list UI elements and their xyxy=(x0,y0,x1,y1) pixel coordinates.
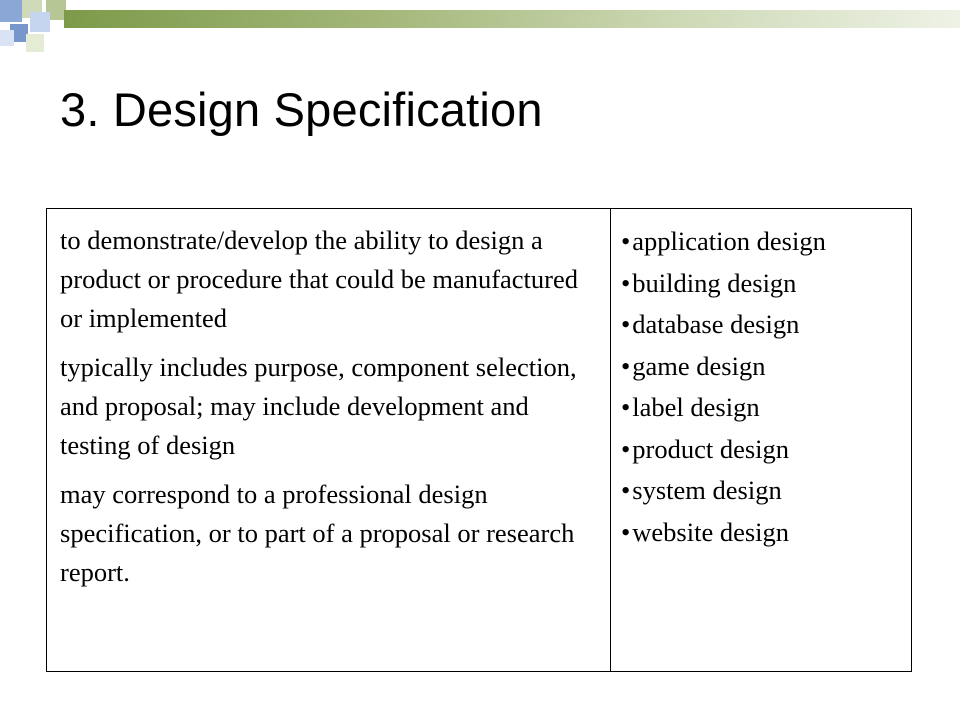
corner-square-light-1 xyxy=(0,30,14,46)
description-column xyxy=(47,209,611,671)
list-item: • building design xyxy=(621,263,903,305)
description-paragraph: to demonstrate/develop the ability to design a product or procedure that could be manufactured or implemented xyxy=(60,225,579,333)
description-paragraph: typically includes purpose, component selection, and proposal; may include development and testing of design xyxy=(60,352,577,460)
list-item: • application design xyxy=(621,221,903,263)
list-item: • label design xyxy=(621,387,903,429)
examples-list xyxy=(621,221,903,553)
list-item: • website design xyxy=(621,512,903,554)
content-table xyxy=(46,208,912,672)
list-item: • product design xyxy=(621,429,903,471)
list-item: • game design xyxy=(621,346,903,388)
description-paragraph: may correspond to a professional design specification, or to part of a proposal or research report. xyxy=(60,479,575,587)
slide-title: 3. Design Specification xyxy=(60,83,543,136)
corner-square-light-2 xyxy=(26,34,44,52)
list-item: • database design xyxy=(621,304,903,346)
list-item: • system design xyxy=(621,470,903,512)
header-band xyxy=(64,10,960,28)
corner-square-blue-1 xyxy=(0,0,22,22)
examples-column xyxy=(611,209,911,671)
corner-square-blue-2 xyxy=(30,12,50,32)
